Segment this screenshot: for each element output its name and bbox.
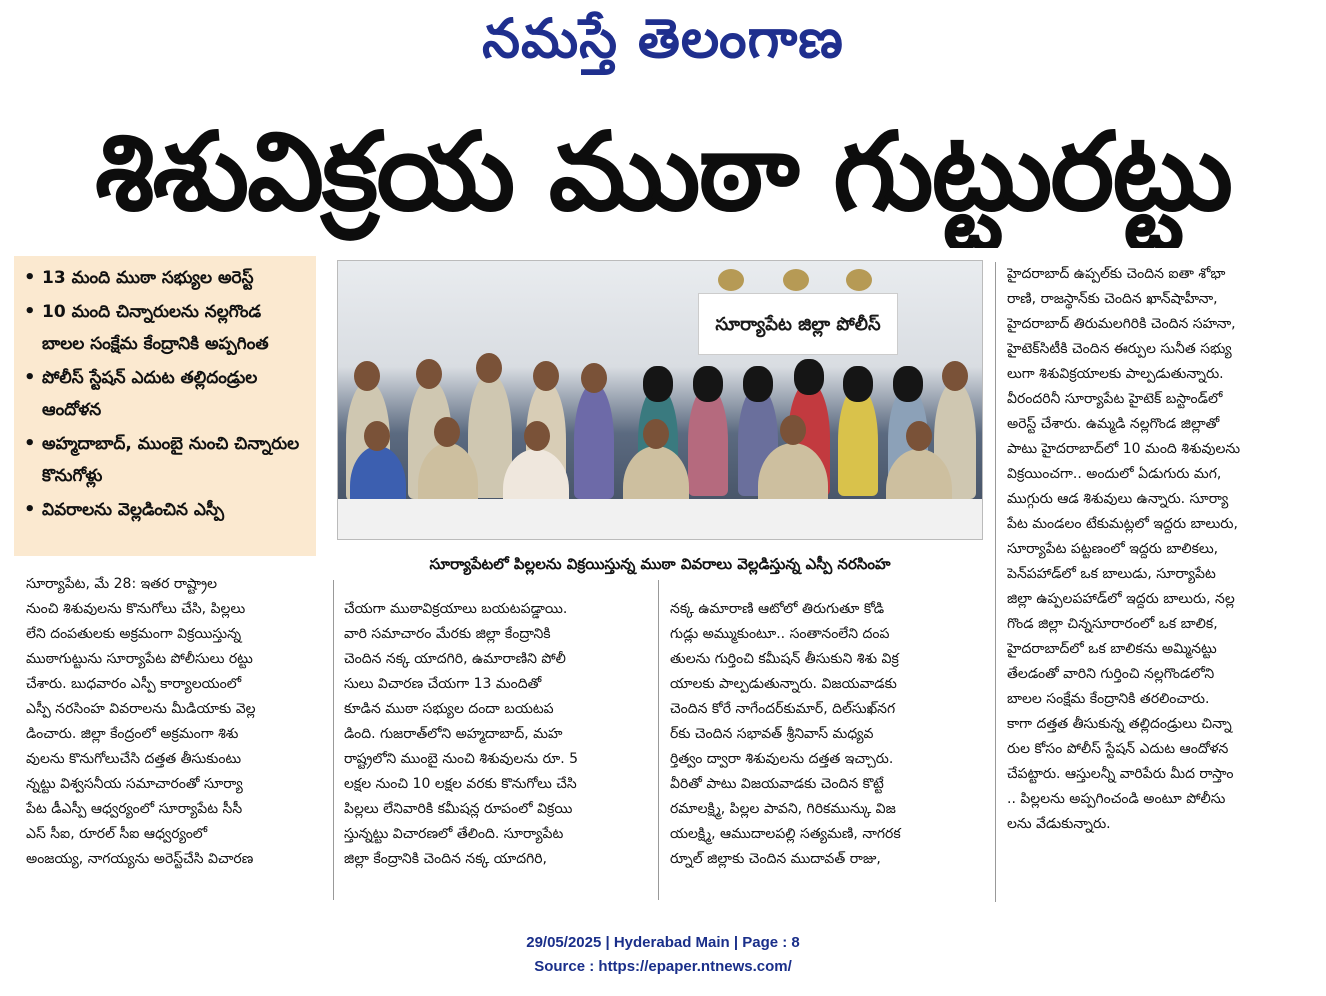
text-line: వులను కొనుగోలుచేసి దత్తత తీసుకుంటు — [26, 751, 242, 767]
photo-caption: సూర్యాపేటలో పిల్లలను విక్రయిస్తున్న ముఠా వివరాలు వెల్లడిస్తున్న ఎస్పీ నరసింహ — [429, 555, 891, 573]
text-line: కాగా దత్తత తీసుకున్న తల్లిదండ్రులు చిన్నా — [1007, 716, 1232, 732]
footer-source-link[interactable]: Source : https://epaper.ntnews.com/ — [534, 958, 792, 975]
text-line: స్తున్నట్టు విచారణలో తేలింది. సూర్యాపేట — [344, 826, 564, 842]
person-head — [533, 361, 559, 391]
text-line: జిల్లా కేంద్రానికి చెందిన నక్క యాదగిరి, — [344, 851, 548, 867]
highlights-box — [14, 256, 316, 556]
text-line: హైదరాబాద్ ఉప్పల్‌కు చెందిన ఐతా శోభా — [1007, 266, 1226, 282]
text-line: రమాలక్ష్మి, పిల్లల పావని, గిరికమున్కు విజ — [670, 801, 896, 817]
text-line: రాష్ట్రలోని ముంబై నుంచి శిశువులను రూ. 5 — [344, 751, 579, 767]
photo-banner: సూర్యాపేట జిల్లా పోలీస్ — [698, 293, 898, 355]
text-line: నక్క ఉమారాణి ఆటోలో తిరుగుతూ కోడి — [670, 601, 885, 617]
column-divider — [658, 580, 659, 900]
highlight-text: పోలీస్ స్టేషన్ ఎదుట తల్లిదండ్రుల ఆందోళన — [42, 368, 258, 420]
text-line: విక్రయించగా.. అందులో ఏడుగురు మగ, — [1007, 466, 1222, 482]
article-column-3 — [670, 597, 984, 872]
text-line: రుల కోసం పోలీస్ స్టేషన్ ఎదుట ఆందోళన — [1007, 741, 1229, 757]
highlight-text: వివరాలను వెల్లడించిన ఎస్పీ — [42, 500, 225, 520]
article-column-1 — [26, 572, 322, 872]
text-line: ఎస్పీ నరసింహ వివరాలను మీడియాకు వెల్ల — [26, 701, 256, 717]
bullet-icon: • — [24, 267, 36, 288]
face-cover — [794, 359, 824, 395]
text-line: .. పిల్లలను అప్పగించండి అంటూ పోలీసు — [1007, 791, 1226, 807]
text-line: నుంచి శిశువులను కొనుగోలు చేసి, పిల్లలు — [26, 601, 246, 617]
text-line: కూడిన ముఠా సభ్యుల దందా బయటప — [344, 701, 554, 717]
text-line: చేశారు. బుధవారం ఎస్పీ కార్యాలయంలో — [26, 676, 242, 692]
text-line: పెన్‌పహాడ్‌లో ఒక బాలుడు, సూర్యాపేట — [1007, 566, 1216, 582]
newspaper-masthead: నమస్తే తెలంగాణ — [482, 6, 844, 70]
highlight-text: 13 మంది ముఠా సభ్యుల అరెస్ట్ — [42, 268, 254, 288]
text-line: వీరందరినీ సూర్యాపేట హైటెక్ బస్టాండ్‌లో — [1007, 391, 1223, 407]
text-line: పాటు హైదరాబాద్‌లో 10 మంది శిశువులను — [1007, 441, 1241, 457]
text-line: హైదరాబాద్ తిరుమలగిరికి చెందిన సహనా, — [1007, 316, 1236, 332]
accused-figure — [688, 386, 728, 496]
text-line: జిల్లా ఉప్పలపహాడ్‌లో ఇద్దరు బాలురు, నల్ల — [1007, 591, 1235, 607]
text-line: సులు విచారణ చేయగా 13 మందితో — [344, 676, 542, 692]
highlight-item — [24, 362, 308, 426]
text-line: ముఠాగుట్టును సూర్యాపేట పోలీసులు రట్టు — [26, 651, 253, 667]
text-line: హైదరాబాద్‌లో ఒక బాలికను అమ్మినట్టు — [1007, 641, 1217, 657]
person-head — [581, 363, 607, 393]
bullet-icon: • — [24, 499, 36, 520]
text-line: అంజయ్య, నాగయ్యను అరెస్ట్‌చేసి విచారణ — [26, 851, 254, 867]
text-line: ముగ్గురు ఆడ శిశువులు ఉన్నారు. సూర్యా — [1007, 491, 1229, 507]
person-head — [942, 361, 968, 391]
person-head — [643, 419, 669, 449]
text-line: పేట మండలం టేకుమట్లలో ఇద్దరు బాలురు, — [1007, 516, 1238, 532]
text-line: యలక్ష్మి, ఆముదాలపల్లి సత్యమణి, నాగరక — [670, 826, 901, 842]
press-meet-photo — [337, 260, 983, 540]
person-head — [906, 421, 932, 451]
column-divider — [333, 580, 334, 900]
highlight-item — [24, 494, 308, 526]
text-line: రాణి, రాజస్థాన్‌కు చెందిన ఖాన్‌షాహీనా, — [1007, 291, 1218, 307]
accused-figure — [838, 386, 878, 496]
text-line: యాలకు పాల్పడుతున్నారు. విజయవాడకు — [670, 676, 897, 692]
woman-figure — [574, 383, 614, 499]
text-line: పేట డీఎస్పీ ఆధ్వర్యంలో సూర్యాపేట సీసీ — [26, 801, 243, 817]
bullet-icon: • — [24, 367, 36, 388]
text-line: చేయగా ముఠావిక్రయాలు బయటపడ్డాయి. — [344, 601, 568, 617]
text-line: ర్నూల్ జిల్లాకు చెందిన ముదావత్ రాజు, — [670, 851, 881, 867]
article-column-4 — [1007, 262, 1313, 837]
text-line: గొండ జిల్లా చిన్నసూరారంలో ఒక బాలిక, — [1007, 616, 1218, 632]
text-line: లను వేడుకున్నారు. — [1007, 816, 1111, 832]
bullet-icon: • — [24, 301, 36, 322]
text-line: హైటెక్‌సిటీకి చెందిన ఈర్పుల సునీత సభ్యు — [1007, 341, 1232, 357]
person-head — [476, 353, 502, 383]
national-emblem-icon — [783, 269, 809, 291]
person-head — [364, 421, 390, 451]
text-line: న్నట్టు విశ్వసనీయ సమాచారంతో సూర్యా — [26, 776, 243, 792]
text-line: లక్షల నుంచి 10 లక్షల వరకు కొనుగోలు చేసి — [344, 776, 577, 792]
face-cover — [843, 366, 873, 402]
text-line: వారి సమాచారం మేరకు జిల్లా కేంద్రానికి — [344, 626, 551, 642]
text-line: ర్తిత్వం ద్వారా శిశువులను దత్తత ఇచ్చారు. — [670, 751, 894, 767]
text-line: తులను గుర్తించి కమీషన్ తీసుకుని శిశు విక్ర — [670, 651, 899, 667]
police-logo-icon — [846, 269, 872, 291]
face-cover — [893, 366, 923, 402]
highlight-text: అహ్మదాబాద్, ముంబై నుంచి చిన్నారుల కొనుగోళ్లు — [42, 434, 300, 486]
text-line: డించారు. జిల్లా కేంద్రంలో అక్రమంగా శిశు — [26, 726, 239, 742]
text-line: తేలడంతో వారిని గుర్తించి నల్లగొండలోని — [1007, 666, 1215, 682]
footer-date-line: 29/05/2025 | Hyderabad Main | Page : 8 — [526, 934, 800, 951]
highlight-text: 10 మంది చిన్నారులను నల్లగొండ బాలల సంక్షేమ కేంద్రానికి అప్పగింత — [42, 302, 269, 354]
face-cover — [643, 366, 673, 402]
person-head — [354, 361, 380, 391]
police-emblem-icon — [718, 269, 744, 291]
text-line: అరెస్ట్ చేశారు. ఉమ్మడి నల్లగొండ జిల్లాతో — [1007, 416, 1220, 432]
text-line: పిల్లలు లేనివారికి కమీషన్ల రూపంలో విక్రయి — [344, 801, 573, 817]
text-line: ఎస్ సీఐ, రూరల్ సీఐ ఆధ్వర్యంలో — [26, 826, 208, 842]
text-line: గుడ్లు అమ్ముకుంటూ.. సంతానంలేని దంప — [670, 626, 890, 642]
highlight-item — [24, 428, 308, 492]
text-line: వీరితో పాటు విజయవాడకు చెందిన కొట్టే — [670, 776, 884, 792]
text-line: బాలల సంక్షేమ కేంద్రానికి తరలించారు. — [1007, 691, 1210, 707]
text-line: లుగా శిశువిక్రయాలకు పాల్పడుతున్నారు. — [1007, 366, 1224, 382]
text-line: డింది. గుజరాత్‌లోని అహ్మదాబాద్, మహ — [344, 726, 563, 742]
highlight-item — [24, 296, 308, 360]
text-line: ర్‌కు చెందిన సభావత్ శ్రీనివాస్ మధ్యవ — [670, 726, 874, 742]
article-headline: శిశువిక్రయ ముఠా గుట్టురట్టు — [94, 110, 1232, 235]
face-cover — [743, 366, 773, 402]
column-divider — [995, 262, 996, 902]
text-line: చెందిన కోరే నాగేందర్‌కుమార్, దిల్‌సుఖ్‌నగ — [670, 701, 896, 717]
article-column-2 — [344, 597, 648, 872]
highlight-item — [24, 262, 308, 294]
text-line: సూర్యాపేట, మే 28: ఇతర రాష్ట్రాల — [26, 576, 218, 592]
text-line: లేని దంపతులకు అక్రమంగా విక్రయిస్తున్న — [26, 626, 242, 642]
person-head — [416, 359, 442, 389]
person-head — [434, 417, 460, 447]
press-table — [338, 499, 983, 540]
face-cover — [693, 366, 723, 402]
person-head — [780, 415, 806, 445]
bullet-icon: • — [24, 433, 36, 454]
text-line: చేపట్టారు. ఆస్తులన్నీ వారిపేరు మీద రాస్తాం — [1007, 766, 1234, 782]
text-line: సూర్యాపేట పట్టణంలో ఇద్దరు బాలికలు, — [1007, 541, 1219, 557]
person-head — [524, 421, 550, 451]
text-line: చెందిన నక్క యాదగిరి, ఉమారాణిని పోలీ — [344, 651, 566, 667]
